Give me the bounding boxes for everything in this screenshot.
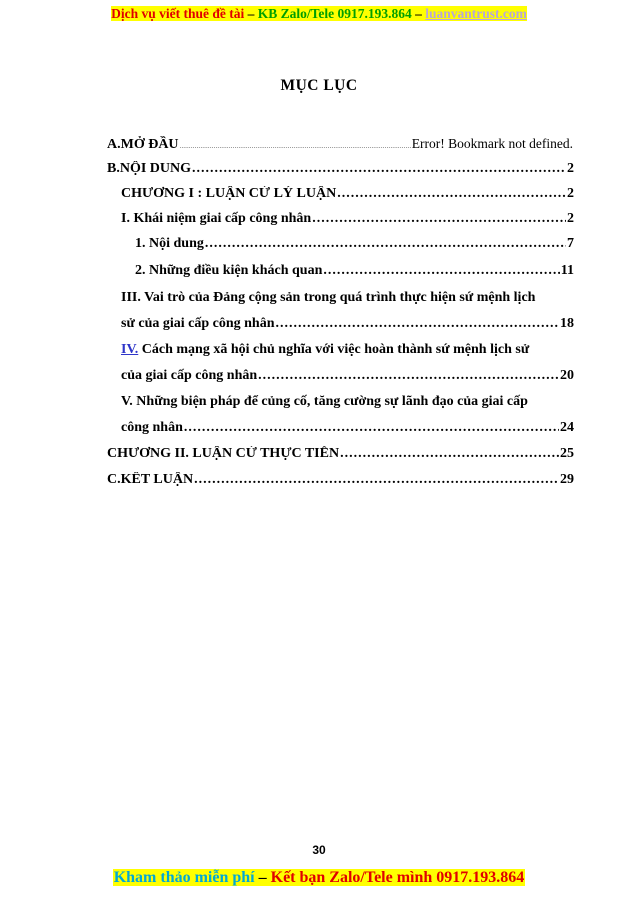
toc-entry-page: 25 bbox=[560, 446, 574, 461]
header-website-link[interactable]: luanvantrust.com bbox=[425, 6, 527, 21]
toc-leader bbox=[340, 446, 559, 462]
toc-entry-page: 2 bbox=[567, 186, 574, 201]
toc-entry-label: công nhân bbox=[121, 420, 183, 435]
toc-title: MỤC LỤC bbox=[280, 77, 358, 94]
toc-entry-label: sử của giai cấp công nhân bbox=[121, 316, 275, 331]
toc-entry-label: 2. Những điều kiện khách quan bbox=[135, 263, 323, 278]
header-separator-2: – bbox=[411, 6, 426, 21]
toc-entry-section-3[interactable] bbox=[121, 316, 574, 332]
toc-entry-section-4[interactable] bbox=[121, 368, 574, 384]
toc-entry-page: 20 bbox=[560, 368, 574, 383]
toc-entry-label: của giai cấp công nhân bbox=[121, 368, 258, 383]
toc-entry-label: B.NỘI DUNG bbox=[107, 161, 192, 176]
toc-leader bbox=[312, 211, 566, 227]
toc-entry-section-5[interactable] bbox=[121, 420, 574, 436]
toc-entry-mo-dau[interactable] bbox=[107, 136, 573, 153]
toc-leader bbox=[205, 236, 566, 252]
toc-entry-page: 7 bbox=[567, 236, 574, 251]
toc-entry-chuong-2[interactable] bbox=[107, 446, 574, 462]
toc-entry-noi-dung[interactable] bbox=[107, 161, 574, 177]
toc-entry-label: CHƯƠNG I : LUẬN CỨ LÝ LUẬN bbox=[121, 186, 337, 201]
toc-entry-page: 18 bbox=[560, 316, 574, 331]
toc-entry-page: 2 bbox=[567, 161, 574, 176]
toc-entry-label: 1. Nội dung bbox=[135, 236, 204, 251]
footer-separator: – bbox=[254, 869, 271, 886]
header-banner bbox=[0, 4, 638, 24]
toc-entry-label: CHƯƠNG II. LUẬN CỨ THỰC TIỄN bbox=[107, 446, 340, 461]
toc-entry-section-3-line1[interactable]: III. Vai trò của Đảng cộng sản trong quá trình thực hiện sứ mệnh lịch bbox=[121, 290, 536, 305]
section-4-link[interactable]: IV. bbox=[121, 342, 139, 357]
toc-entry-section-5-line1[interactable]: V. Những biện pháp để củng cố, tăng cường sự lãnh đạo của giai cấp bbox=[121, 394, 528, 409]
toc-leader bbox=[323, 263, 559, 279]
toc-leader bbox=[192, 161, 566, 177]
toc-leader bbox=[258, 368, 559, 384]
toc-entry-page: Error! Bookmark not defined. bbox=[411, 136, 573, 151]
toc-leader bbox=[276, 316, 560, 332]
toc-leader bbox=[337, 186, 566, 202]
toc-entry-subsection-2[interactable] bbox=[135, 263, 574, 279]
header-contact-text: KB Zalo/Tele 0917.193.864 bbox=[257, 6, 412, 21]
toc-leader bbox=[184, 420, 559, 436]
toc-entry-ket-luan[interactable] bbox=[107, 472, 574, 488]
toc-leader bbox=[180, 144, 411, 150]
toc-entry-page: 11 bbox=[560, 263, 574, 278]
toc-entry-chuong-1[interactable] bbox=[121, 186, 574, 202]
toc-entry-label: I. Khái niệm giai cấp công nhân bbox=[121, 211, 312, 226]
toc-entry-subsection-1[interactable] bbox=[135, 236, 574, 252]
toc-entry-section-1[interactable] bbox=[121, 211, 574, 227]
toc-entry-page: 29 bbox=[560, 472, 574, 487]
toc-entry-section-4-line1[interactable] bbox=[121, 342, 529, 358]
footer-free-text: Kham thảo miễn phí bbox=[113, 869, 255, 886]
toc-leader bbox=[194, 472, 559, 488]
footer-banner bbox=[0, 869, 638, 887]
toc-entry-label: Cách mạng xã hội chủ nghĩa với việc hoàn thành sứ mệnh lịch sử bbox=[138, 342, 530, 357]
header-service-text: Dịch vụ viết thuê đề tài bbox=[111, 6, 245, 21]
toc-entry-label: A.MỞ ĐẦU bbox=[107, 137, 179, 152]
page-number: 30 bbox=[312, 843, 326, 857]
toc-entry-page: 2 bbox=[567, 211, 574, 226]
toc-entry-page: 24 bbox=[560, 420, 574, 435]
footer-contact-text: Kết bạn Zalo/Tele mình 0917.193.864 bbox=[270, 869, 525, 886]
toc-entry-label: C.KẾT LUẬN bbox=[107, 472, 194, 487]
header-separator-1: – bbox=[244, 6, 258, 21]
